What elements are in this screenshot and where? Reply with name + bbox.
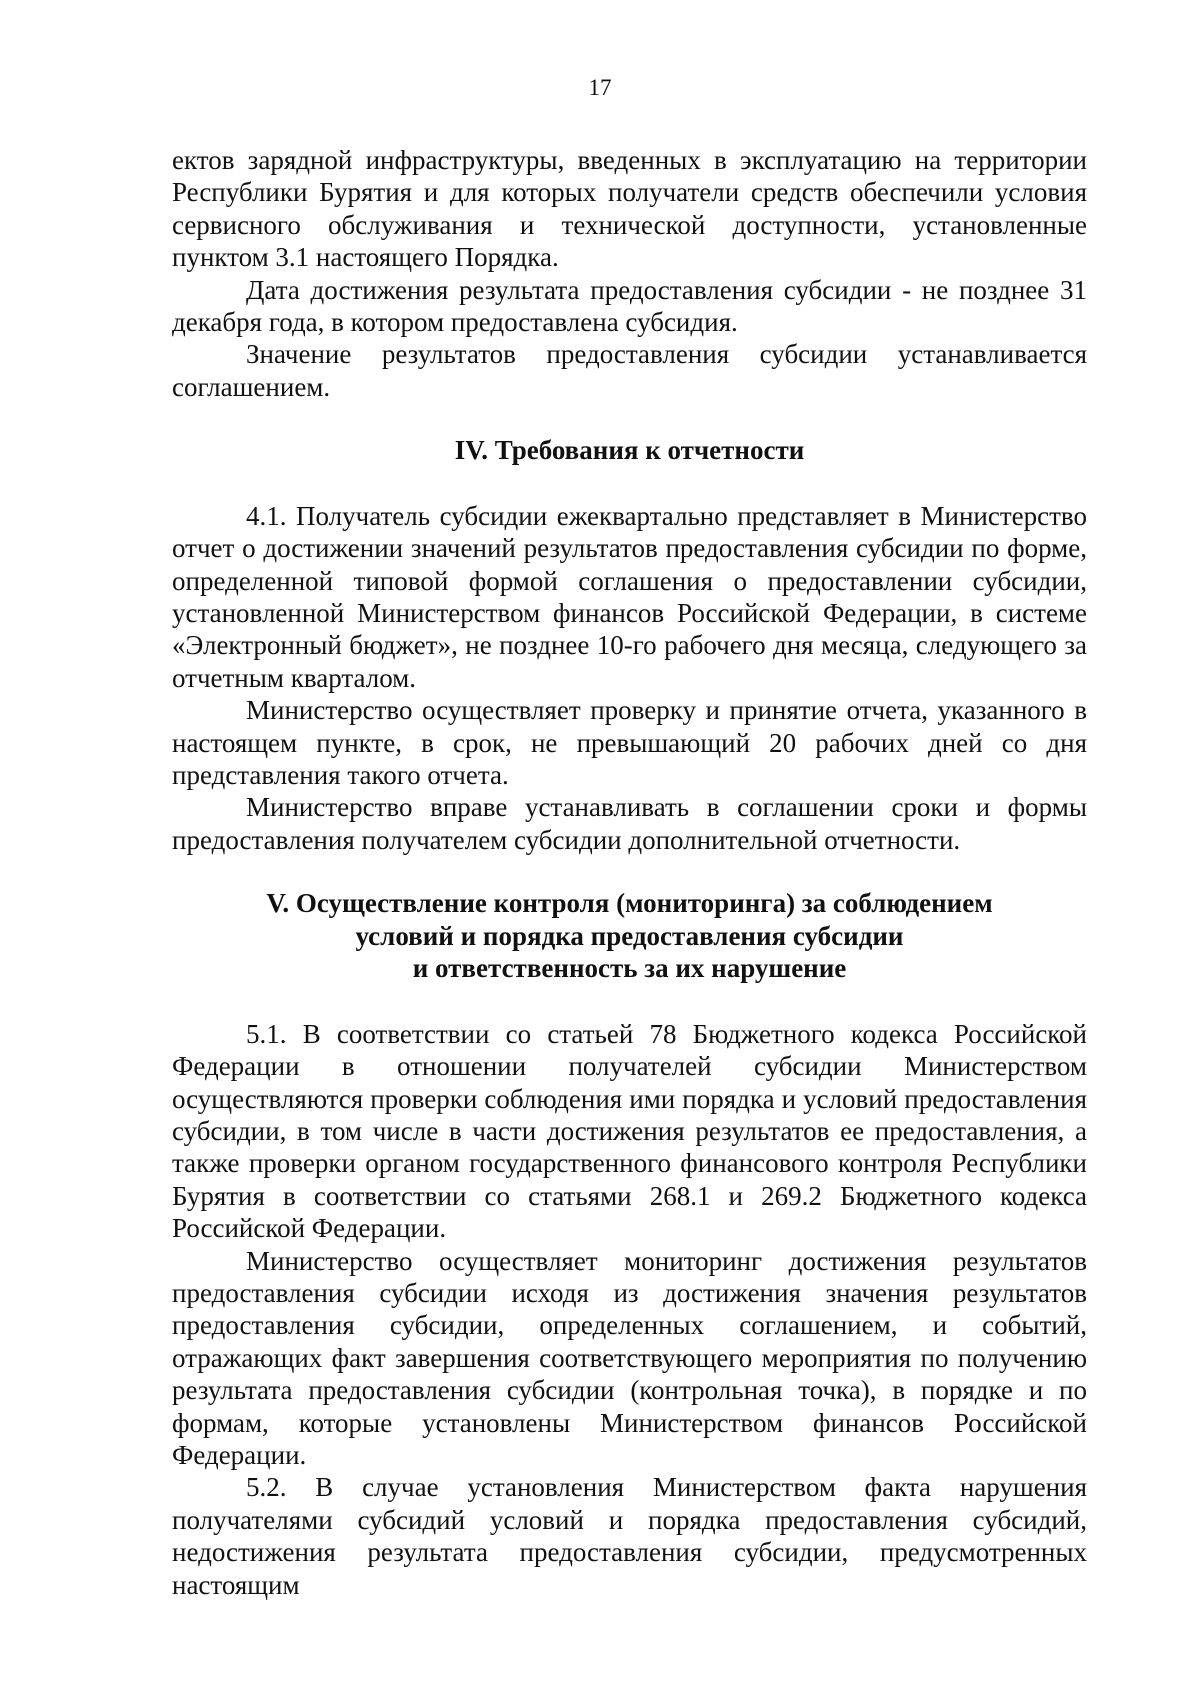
section-5-heading-line-2: условий и порядка предоставления субсидии	[355, 920, 904, 951]
section-5-heading-line-1: V. Осуществление контроля (мониторинга) за соблюдением	[266, 888, 993, 919]
page-number: 17	[588, 75, 612, 100]
spacer	[172, 856, 1087, 887]
intro-paragraph-result-date: Дата достижения результата предоставления субсидии - не позднее 31 декабря года, в котором предоставлена субсидия.	[172, 274, 1087, 338]
section-5-heading-line-3: и ответственность за их нарушение	[412, 953, 847, 984]
section-5-paragraph-5-2: 5.2. В случае установления Министерством факта нарушения получателями субсидий условий и порядка предоставления субсидий, недостижения результата предоставления субсидии, предусмотренных настоящим	[172, 1472, 1087, 1600]
section-4-paragraph-report-check: Министерство осуществляет проверку и принятие отчета, указанного в настоящем пункте, в срок, не превышающий 20 рабочих дней со дня представления такого отчета.	[172, 695, 1087, 790]
spacer	[172, 985, 1087, 1018]
section-4-paragraph-additional-reporting: Министерство вправе устанавливать в соглашении сроки и формы предоставления получателем субсидии дополнительной отчетности.	[172, 792, 1087, 855]
section-5-paragraph-monitoring: Министерство осуществляет мониторинг достижения результатов предоставления субсидии исходя из достижения значения результатов предоставления субсидии, определенных соглашением, и событий, отражающих факт завершения соответствующего мероприятия по получению результата предоставления субсидии (контрольная точка), в порядке и по формам, которые установлены Министерством финансов Российской Федерации.	[172, 1245, 1087, 1470]
document-body	[172, 144, 1087, 1601]
spacer	[172, 403, 1087, 434]
intro-paragraph-continuation: ектов зарядной инфраструктуры, введенных в эксплуатацию на территории Республики Бурятия и для которых получатели средств обеспечили условия сервисного обслуживания и технической доступности, установленные пунктом 3.1 настоящего Порядка.	[172, 145, 1087, 273]
intro-paragraph-result-value: Значение результатов предоставления субсидии устанавливается соглашением.	[172, 339, 1087, 402]
section-5-paragraph-5-1: 5.1. В соответствии со статьей 78 Бюджетного кодекса Российской Федерации в отношении получателей субсидии Министерством осуществляются проверки соблюдения ими порядка и условий предоставления субсидии, в том числе в части достижения результатов ее предоставления, а также проверки органом государственного финансового контроля Республики Бурятия в соответствии со статьями 268.1 и 269.2 Бюджетного кодекса Российской Федерации.	[172, 1018, 1087, 1244]
spacer	[172, 467, 1087, 500]
section-4-heading: IV. Требования к отчетности	[454, 435, 805, 466]
section-5-heading	[172, 887, 1087, 985]
section-4-paragraph-4-1: 4.1. Получатель субсидии ежеквартально представляет в Министерство отчет о достижении значений результатов предоставления субсидии по форме, определенной типовой формой соглашения о предоставлении субсидии, установленной Министерством финансов Российской Федерации, в системе «Электронный бюджет», не позднее 10-го рабочего дня месяца, следующего за отчетным кварталом.	[172, 500, 1087, 693]
